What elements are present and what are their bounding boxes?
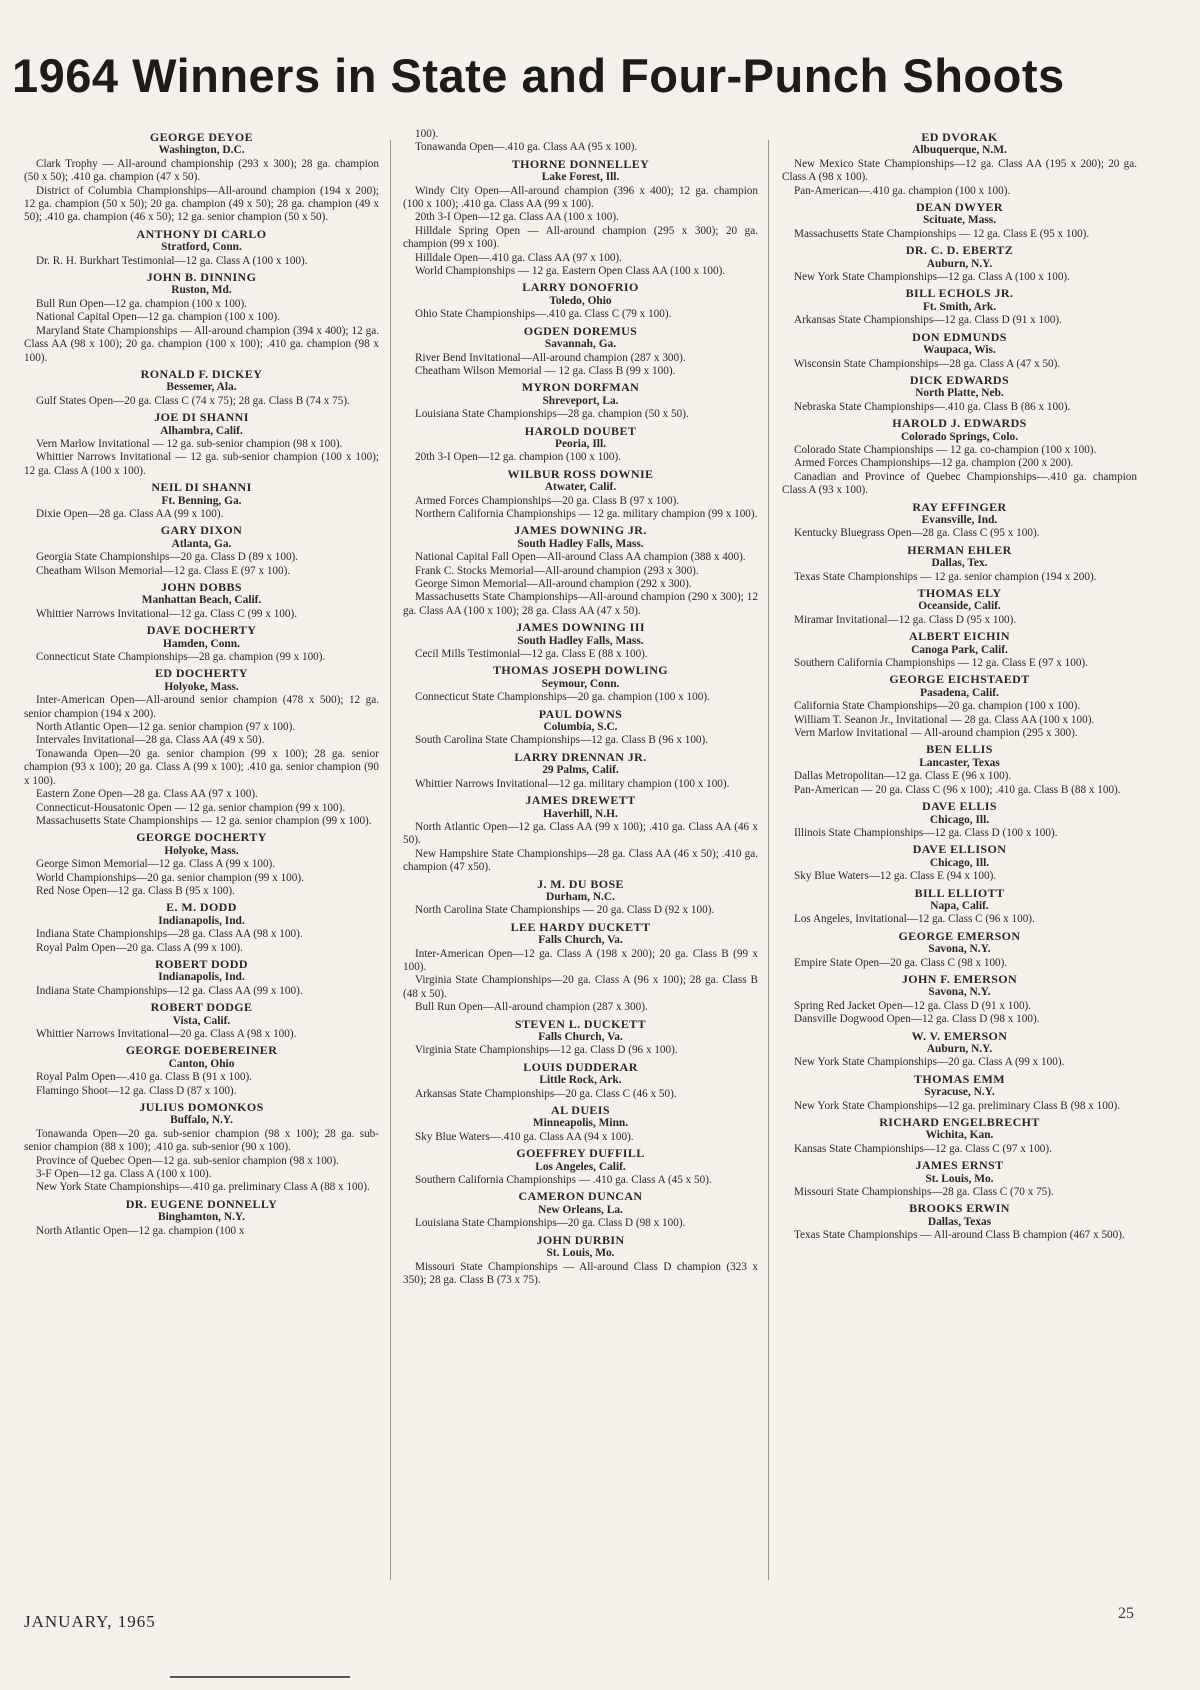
winner-hometown: Indianapolis, Ind.: [158, 914, 245, 927]
winner-entry: [24, 624, 379, 664]
event-result: North Carolina State Championships — 20 ga. Class D (92 x 100).: [415, 904, 715, 917]
winner-name: GARY DIXON: [160, 523, 243, 538]
event-result: Louisiana State Championships—20 ga. Class D (98 x 100).: [415, 1217, 686, 1230]
event-result: National Capital Open—12 ga. champion (100 x 100).: [36, 311, 280, 324]
winner-hometown: Dallas, Texas: [927, 1215, 992, 1228]
winner-name: GOEFFREY DUFFILL: [516, 1146, 645, 1161]
winner-name: DICK EDWARDS: [909, 372, 1010, 387]
event-result: River Bend Invitational—All-around champion (287 x 300).: [415, 351, 686, 364]
winner-name: BILL ECHOLS JR.: [905, 286, 1014, 301]
event-result: Cecil Mills Testimonial—12 ga. Class E (88 x 100).: [415, 648, 648, 661]
event-result: Indiana State Championships—28 ga. Class AA (98 x 100).: [36, 928, 303, 941]
winner-name: PAUL DOWNS: [538, 706, 623, 721]
event-result: Wisconsin State Championships—28 ga. Class A (47 x 50).: [794, 357, 1061, 370]
winner-entry: [782, 287, 1137, 327]
winner-entry: [403, 468, 758, 522]
winner-hometown: Holyoke, Mass.: [164, 680, 239, 693]
winner-name: E. M. DODD: [166, 900, 237, 915]
event-result: Red Nose Open—12 ga. Class B (95 x 100).: [36, 884, 235, 897]
event-result: Bull Run Open—12 ga. champion (100 x 100).: [36, 297, 247, 310]
winner-entry: [403, 381, 758, 421]
winner-hometown: Atwater, Calif.: [544, 481, 617, 494]
event-result: Inter-American Open—All-around senior champion (478 x 500); 12 ga. senior champion (194 x 200).: [24, 694, 379, 720]
winner-name: JAMES DOWNING JR.: [514, 523, 647, 538]
event-result: 20th 3-I Open—12 ga. Class AA (100 x 100).: [415, 211, 619, 224]
event-result: Sky Blue Waters—12 ga. Class E (94 x 100).: [794, 870, 997, 883]
event-result: Pan-American — 20 ga. Class C (96 x 100); .410 ga. Class B (88 x 100).: [794, 783, 1121, 796]
winner-entry: [782, 201, 1137, 241]
event-result: South Carolina State Championships—12 ga. Class B (96 x 100).: [415, 734, 709, 747]
event-result: Massachusetts State Championships — 12 ga. senior champion (99 x 100).: [36, 814, 372, 827]
winner-hometown: Ft. Smith, Ark.: [922, 300, 997, 313]
column-3: [782, 128, 1137, 1246]
winner-hometown: South Hadley Falls, Mass.: [517, 634, 644, 647]
winner-entry: [782, 630, 1137, 670]
winner-entry: [24, 228, 379, 268]
event-result: New Mexico State Championships—12 ga. Class AA (195 x 200); 20 ga. Class A (98 x 100).: [782, 157, 1137, 184]
winner-name: DAVE ELLISON: [912, 842, 1007, 857]
event-result: 3-F Open—12 ga. Class A (100 x 100).: [36, 1168, 212, 1181]
footer-rule: [170, 1676, 350, 1678]
winner-entry: [782, 800, 1137, 840]
event-result: Vern Marlow Invitational — All-around champion (295 x 300).: [794, 727, 1078, 740]
winner-name: THOMAS JOSEPH DOWLING: [492, 663, 669, 678]
event-result: Whittier Narrows Invitational—12 ga. military champion (100 x 100).: [415, 777, 730, 790]
winner-hometown: Dallas, Tex.: [931, 557, 988, 570]
event-result: Vern Marlow Invitational — 12 ga. sub-senior champion (98 x 100).: [36, 437, 343, 450]
winner-name: LARRY DRENNAN JR.: [514, 749, 647, 764]
winner-hometown: Hamden, Conn.: [163, 637, 240, 650]
winner-entry: [403, 1061, 758, 1101]
winner-hometown: Chicago, Ill.: [929, 856, 990, 869]
winner-entry: [24, 1198, 379, 1238]
event-result: Hilldale Open—.410 ga. Class AA (97 x 100).: [415, 251, 622, 264]
winner-hometown: Canton, Ohio: [168, 1057, 235, 1070]
winner-name: JOHN DURBIN: [536, 1232, 625, 1247]
winner-entry: [403, 128, 758, 155]
event-result: Eastern Zone Open—28 ga. Class AA (97 x 100).: [36, 788, 258, 801]
winner-hometown: Toledo, Ohio: [549, 294, 612, 307]
event-result: Clark Trophy — All-around championship (293 x 300); 28 ga. champion (50 x 50); .410 ga. champion (47 x 50).: [24, 157, 379, 184]
winner-hometown: Pasadena, Calif.: [920, 686, 999, 699]
event-result: New York State Championships—20 ga. Class A (99 x 100).: [794, 1056, 1065, 1069]
winner-name: RAY EFFINGER: [912, 499, 1007, 514]
winner-entry: [403, 664, 758, 704]
winner-name: JAMES DOWNING III: [516, 620, 645, 635]
event-result: Massachusetts State Championships—All-around champion (290 x 300); 12 ga. Class AA (100 x 100); 28 ga. Class AA (47 x 50).: [403, 591, 758, 617]
winner-name: ROBERT DODD: [155, 956, 248, 971]
winner-entry: [403, 1018, 758, 1058]
event-result: Spring Red Jacket Open—12 ga. Class D (91 x 100).: [794, 999, 1032, 1012]
winner-hometown: Lancaster, Texas: [919, 756, 1000, 769]
winner-hometown: Wichita, Kan.: [925, 1129, 994, 1142]
winner-name: JOHN F. EMERSON: [901, 971, 1018, 986]
winner-entry: [24, 271, 379, 365]
winner-entry: [782, 1116, 1137, 1156]
winner-entry: [403, 794, 758, 874]
event-result: North Atlantic Open—12 ga. senior champion (97 x 100).: [36, 721, 296, 734]
winner-entry: [24, 667, 379, 828]
winner-hometown: Oceanside, Calif.: [918, 600, 1001, 613]
winner-name: HAROLD J. EDWARDS: [892, 416, 1027, 431]
winner-hometown: Savannah, Ga.: [544, 338, 617, 351]
winner-hometown: Indianapolis, Ind.: [158, 971, 245, 984]
page-title: 1964 Winners in State and Four-Punch Shoots: [12, 49, 1065, 102]
winner-entry: [782, 843, 1137, 883]
winner-hometown: Shreveport, La.: [542, 394, 619, 407]
winner-entry: [403, 281, 758, 321]
winner-entry: [24, 411, 379, 478]
winner-name: CAMERON DUNCAN: [518, 1189, 643, 1204]
event-result: North Atlantic Open—12 ga. champion (100 x: [36, 1224, 245, 1237]
event-result: Intervales Invitational—28 ga. Class AA (49 x 50).: [36, 734, 265, 747]
winner-entry: [403, 1147, 758, 1187]
winner-entry: [403, 1234, 758, 1288]
winner-hometown: Evansville, Ind.: [921, 513, 998, 526]
winner-hometown: Minneapolis, Minn.: [532, 1117, 629, 1130]
event-result: District of Columbia Championships—All-around champion (194 x 200); 12 ga. champion (50 x 50); 20 ga. champion (49 x 50); 28 ga. champion (49 x 50); .410 ga. champion (46 x 50); 12 ga. senior champion (50 x 50).: [24, 184, 379, 224]
event-result: George Simon Memorial—12 ga. Class A (99 x 100).: [36, 858, 276, 871]
event-result: Empire State Open—20 ga. Class C (98 x 100).: [794, 956, 1008, 969]
winner-hometown: Chicago, Ill.: [929, 813, 990, 826]
event-result: Canadian and Province of Quebec Championships—.410 ga. champion Class A (93 x 100).: [782, 470, 1137, 497]
winner-name: GEORGE DOCHERTY: [136, 830, 267, 845]
winner-name: JAMES ERNST: [915, 1158, 1004, 1173]
event-result: New Hampshire State Championships—28 ga. Class AA (46 x 50); .410 ga. champion (47 x50).: [403, 847, 758, 874]
winner-name: DON EDMUNDS: [912, 329, 1007, 344]
winner-entry: [24, 901, 379, 955]
issue-date: JANUARY, 1965: [24, 1612, 156, 1631]
winner-name: OGDEN DOREMUS: [523, 323, 638, 338]
winner-hometown: St. Louis, Mo.: [925, 1172, 994, 1185]
winner-name: GEORGE DEYOE: [149, 130, 254, 144]
event-result: Gulf States Open—20 ga. Class C (74 x 75); 28 ga. Class B (74 x 75).: [36, 394, 350, 407]
winner-name: RICHARD ENGELBRECHT: [879, 1115, 1040, 1130]
winner-name: ALBERT EICHIN: [909, 629, 1010, 644]
event-result: Dallas Metropolitan—12 ga. Class E (96 x 100).: [794, 770, 1012, 783]
winner-hometown: Buffalo, N.Y.: [170, 1114, 233, 1127]
winner-hometown: Scituate, Mass.: [922, 214, 997, 227]
event-result: Arkansas State Championships—12 ga. Class D (91 x 100).: [794, 314, 1062, 327]
winner-entry: [782, 131, 1137, 198]
winner-hometown: Haverhill, N.H.: [543, 807, 618, 820]
winner-name: THOMAS ELY: [917, 586, 1002, 600]
winner-hometown: Falls Church, Va.: [538, 934, 623, 947]
event-result: Miramar Invitational—12 ga. Class D (95 x 100).: [794, 613, 1017, 626]
winner-hometown: Lake Forest, Ill.: [541, 171, 620, 184]
winner-name: W. V. EMERSON: [911, 1028, 1008, 1043]
event-result: Inter-American Open—12 ga. Class A (198 x 200); 20 ga. Class B (99 x 100).: [403, 947, 758, 973]
winner-name: GEORGE DOEBEREINER: [125, 1043, 278, 1058]
winner-hometown: Canoga Park, Calif.: [911, 643, 1008, 656]
event-result: Illinois State Championships—12 ga. Class D (100 x 100).: [794, 826, 1058, 839]
event-result: George Simon Memorial—All-around champion (292 x 300).: [415, 578, 692, 590]
winner-hometown: Atlanta, Ga.: [171, 537, 232, 550]
event-result: Royal Palm Open—.410 ga. Class B (91 x 100).: [36, 1071, 252, 1084]
winner-hometown: Bessemer, Ala.: [166, 381, 237, 394]
winner-hometown: Napa, Calif.: [930, 899, 989, 912]
winner-name: WILBUR ROSS DOWNIE: [507, 466, 654, 481]
winner-entry: [403, 1190, 758, 1230]
winner-name: HAROLD DOUBET: [524, 423, 637, 438]
event-result: 20th 3-I Open—12 ga. champion (100 x 100).: [415, 451, 621, 464]
event-result: California State Championships—20 ga. champion (100 x 100).: [794, 700, 1081, 713]
winner-entry: [403, 621, 758, 661]
winner-entry: [403, 878, 758, 918]
winner-entry: [782, 587, 1137, 627]
winner-entry: [403, 751, 758, 791]
event-result: Sky Blue Waters—.410 ga. Class AA (94 x 100).: [415, 1130, 634, 1143]
event-result: National Capital Fall Open—All-around Class AA champion (388 x 400).: [415, 551, 746, 564]
event-result: Arkansas State Championships—20 ga. Class C (46 x 50).: [415, 1087, 677, 1100]
event-result: Virginia State Championships—12 ga. Class D (96 x 100).: [415, 1044, 678, 1057]
winner-hometown: Ruston, Md.: [171, 284, 232, 297]
winner-hometown: Syracuse, N.Y.: [924, 1086, 995, 1099]
event-result: Whittier Narrows Invitational—20 ga. Class A (98 x 100).: [36, 1028, 297, 1040]
event-result: Whittier Narrows Invitational — 12 ga. sub-senior champion (100 x 100); 12 ga. Class A (100 x 100).: [24, 451, 379, 477]
winner-entry: [782, 673, 1137, 740]
column-2: [403, 128, 758, 1290]
event-result: World Championships—20 ga. senior champion (99 x 100).: [36, 871, 304, 884]
winner-entry: [782, 501, 1137, 541]
winner-name: LOUIS DUDDERAR: [523, 1059, 638, 1074]
winner-name: JOHN DOBBS: [160, 580, 242, 594]
winner-entry: [24, 131, 379, 225]
winner-hometown: Binghamton, N.Y.: [158, 1211, 245, 1224]
winner-entry: [782, 930, 1137, 970]
event-result: Cheatham Wilson Memorial — 12 ga. Class B (99 x 100).: [415, 364, 676, 377]
winner-entry: [24, 831, 379, 898]
event-result: Frank C. Stocks Memorial—All-around champion (293 x 300).: [415, 564, 699, 577]
winner-entry: [24, 1101, 379, 1195]
winner-name: HERMAN EHLER: [907, 542, 1012, 557]
winner-hometown: North Platte, Neb.: [915, 387, 1004, 400]
winner-entry: [782, 1073, 1137, 1113]
winner-hometown: Auburn, N.Y.: [926, 257, 993, 270]
winner-hometown: Columbia, S.C.: [543, 721, 618, 734]
event-result: New York State Championships—12 ga. Class A (100 x 100).: [794, 271, 1070, 284]
event-result: Georgia State Championships—20 ga. Class D (89 x 100).: [36, 551, 299, 564]
winner-name: LEE HARDY DUCKETT: [510, 919, 651, 934]
winner-entry: [403, 1104, 758, 1144]
winner-name: ED DOCHERTY: [155, 666, 248, 681]
winner-hometown: Ft. Benning, Ga.: [161, 494, 242, 507]
winner-entry: [782, 331, 1137, 371]
winner-hometown: Los Angeles, Calif.: [535, 1160, 626, 1173]
winner-hometown: Little Rock, Ark.: [539, 1074, 622, 1087]
event-result: Cheatham Wilson Memorial—12 ga. Class E (97 x 100).: [36, 564, 291, 577]
winner-entry: [403, 425, 758, 465]
column-divider: [768, 140, 769, 1580]
event-result: Texas State Championships — All-around Class B champion (467 x 500).: [794, 1229, 1125, 1242]
event-result: Dr. R. H. Burkhart Testimonial—12 ga. Class A (100 x 100).: [36, 254, 308, 267]
winner-name: GEORGE EICHSTAEDT: [889, 672, 1030, 687]
event-result: 100).: [415, 128, 439, 140]
winner-hometown: Manhattan Beach, Calif.: [141, 594, 262, 607]
winner-entry: [782, 417, 1137, 497]
winner-hometown: Holyoke, Mass.: [164, 844, 239, 857]
event-result: Colorado State Championships — 12 ga. co-champion (100 x 100).: [794, 443, 1097, 456]
event-result: Kansas State Championships—12 ga. Class C (97 x 100).: [794, 1142, 1052, 1155]
winner-name: BILL ELLIOTT: [914, 885, 1005, 900]
winner-name: JOE DI SHANNI: [154, 410, 249, 425]
winner-entry: [24, 524, 379, 578]
winner-entry: [24, 481, 379, 521]
winner-entry: [782, 544, 1137, 584]
winner-name: AL DUEIS: [551, 1103, 610, 1118]
winner-name: DAVE ELLIS: [922, 799, 997, 814]
event-result: Southern California Championships — 12 ga. Class E (97 x 100).: [794, 657, 1088, 670]
event-result: William T. Seanon Jr., Invitational — 28 ga. Class AA (100 x 100).: [794, 713, 1095, 726]
event-result: Louisiana State Championships—28 ga. champion (50 x 50).: [415, 408, 689, 421]
winner-hometown: Auburn, N.Y.: [926, 1043, 993, 1055]
winner-hometown: Savona, N.Y.: [928, 986, 991, 999]
event-result: Los Angeles, Invitational—12 ga. Class C (96 x 100).: [794, 913, 1035, 926]
winner-hometown: Albuquerque, N.M.: [912, 144, 1007, 157]
winner-entry: [782, 973, 1137, 1027]
event-result: Tonawanda Open—.410 ga. Class AA (95 x 100).: [415, 141, 638, 154]
column-divider: [390, 140, 391, 1580]
winner-entry: [403, 921, 758, 1015]
event-result: Flamingo Shoot—12 ga. Class D (87 x 100).: [36, 1084, 237, 1097]
winner-name: DR. EUGENE DONNELLY: [125, 1196, 278, 1211]
winner-hometown: St. Louis, Mo.: [546, 1247, 615, 1260]
event-result: Tonawanda Open—20 ga. senior champion (99 x 100); 28 ga. senior champion (93 x 100); 20 ga. Class A (99 x 100); .410 ga. senior champion (90 x 100).: [24, 747, 379, 787]
winner-entry: [403, 708, 758, 748]
winner-hometown: Alhambra, Calif.: [160, 424, 243, 437]
winner-name: ANTHONY DI CARLO: [136, 226, 267, 241]
winner-hometown: Seymour, Conn.: [541, 677, 620, 690]
winner-entry: [782, 244, 1137, 284]
winner-entry: [782, 1202, 1137, 1242]
event-result: Northern California Championships — 12 ga. military champion (99 x 100).: [415, 507, 758, 520]
event-result: Province of Quebec Open—12 ga. sub-senior champion (98 x 100).: [36, 1154, 339, 1167]
winner-entry: [24, 368, 379, 408]
winner-entry: [782, 887, 1137, 927]
event-result: New York State Championships—12 ga. preliminary Class B (98 x 100).: [794, 1099, 1120, 1112]
event-result: Southern California Championships — .410 ga. Class A (45 x 50).: [415, 1174, 712, 1187]
winner-entry: [24, 581, 379, 621]
event-result: Connecticut State Championships—28 ga. champion (99 x 100).: [36, 651, 326, 664]
winner-hometown: Washington, D.C.: [158, 144, 245, 157]
winner-entry: [403, 524, 758, 618]
event-result: Armed Forces Championships—12 ga. champion (200 x 200).: [794, 457, 1074, 470]
winner-entry: [782, 743, 1137, 797]
winner-entry: [782, 1030, 1137, 1070]
event-result: Windy City Open—All-around champion (396 x 400); 12 ga. champion (100 x 100); .410 ga. Class AA (99 x 100).: [403, 184, 758, 211]
event-result: Pan-American—.410 ga. champion (100 x 100).: [794, 184, 1011, 197]
event-result: Missouri State Championships—28 ga. Class C (70 x 75).: [794, 1186, 1054, 1199]
event-result: Ohio State Championships—.410 ga. Class C (79 x 100).: [415, 308, 672, 321]
winner-entry: [24, 958, 379, 998]
event-result: Dansville Dogwood Open—12 ga. Class D (98 x 100).: [794, 1013, 1040, 1026]
winner-entry: [403, 158, 758, 279]
winner-name: LARRY DONOFRIO: [522, 280, 639, 295]
winner-hometown: New Orleans, La.: [538, 1203, 623, 1216]
winner-name: BROOKS ERWIN: [909, 1201, 1010, 1216]
event-result: Kentucky Bluegrass Open—28 ga. Class C (95 x 100).: [794, 527, 1040, 540]
event-result: Bull Run Open—All-around champion (287 x 300).: [415, 1001, 648, 1014]
winner-name: JOHN B. DINNING: [146, 270, 257, 285]
winner-entry: [403, 325, 758, 379]
winner-hometown: Falls Church, Va.: [538, 1031, 623, 1043]
winner-name: THOMAS EMM: [914, 1071, 1005, 1086]
event-result: Royal Palm Open—20 ga. Class A (99 x 100).: [36, 941, 243, 954]
winner-hometown: Colorado Springs, Colo.: [900, 430, 1019, 443]
winner-hometown: Savona, N.Y.: [928, 943, 991, 956]
winner-hometown: Stratford, Conn.: [161, 241, 242, 254]
event-result: North Atlantic Open—12 ga. Class AA (99 x 100); .410 ga. Class AA (46 x 50).: [403, 820, 758, 847]
column-1: [24, 128, 379, 1241]
winner-name: ED DVORAK: [921, 130, 998, 144]
event-result: Whittier Narrows Invitational—12 ga. Class C (99 x 100).: [36, 607, 297, 620]
winner-hometown: Peoria, Ill.: [555, 437, 606, 450]
winner-name: BEN ELLIS: [926, 742, 993, 757]
winner-name: GEORGE EMERSON: [898, 928, 1021, 943]
winner-name: DR. C. D. EBERTZ: [905, 243, 1014, 258]
page-number: 25: [1118, 1605, 1134, 1622]
winner-name: NEIL DI SHANNI: [151, 480, 252, 495]
event-result: Tonawanda Open—20 ga. sub-senior champion (98 x 100); 28 ga. sub-senior champion (88 x 100); .410 ga. sub-senior (90 x 100).: [24, 1127, 379, 1154]
winner-name: MYRON DORFMAN: [521, 380, 640, 395]
winner-name: JULIUS DOMONKOS: [139, 1100, 264, 1115]
winner-name: JAMES DREWETT: [525, 793, 636, 808]
event-result: Indiana State Championships—12 ga. Class AA (99 x 100).: [36, 984, 303, 997]
winner-entry: [782, 1159, 1137, 1199]
event-result: Connecticut State Championships—20 ga. champion (100 x 100).: [415, 691, 710, 704]
event-result: Missouri State Championships — All-around Class D champion (323 x 350); 28 ga. Class B (73 x 75).: [403, 1260, 758, 1286]
event-result: Texas State Championships — 12 ga. senior champion (194 x 200).: [794, 570, 1097, 583]
winner-entry: [24, 1001, 379, 1041]
event-result: Virginia State Championships—20 ga. Class A (96 x 100); 28 ga. Class B (48 x 50).: [403, 974, 758, 1000]
winner-name: STEVEN L. DUCKETT: [514, 1016, 647, 1031]
winner-name: DEAN DWYER: [915, 200, 1003, 215]
winner-name: DAVE DOCHERTY: [146, 623, 257, 638]
winner-name: ROBERT DODGE: [150, 1000, 253, 1015]
winner-name: RONALD F. DICKEY: [140, 366, 263, 381]
winner-name: THORNE DONNELLEY: [511, 156, 650, 171]
event-result: New York State Championships—.410 ga. preliminary Class A (88 x 100).: [36, 1181, 370, 1194]
event-result: Connecticut-Housatonic Open — 12 ga. senior champion (99 x 100).: [36, 801, 346, 814]
winner-hometown: 29 Palms, Calif.: [542, 764, 619, 777]
winner-hometown: Vista, Calif.: [172, 1014, 231, 1027]
event-result: Maryland State Championships — All-around champion (394 x 400); 12 ga. Class AA (98 x 100); 20 ga. champion (100 x 100); .410 ga. champion (98 x 100).: [24, 324, 379, 364]
event-result: World Championships — 12 ga. Eastern Open Class AA (100 x 100).: [415, 265, 726, 278]
event-result: Dixie Open—28 ga. Class AA (99 x 100).: [36, 507, 224, 520]
winner-name: J. M. DU BOSE: [537, 876, 624, 891]
winner-entry: [24, 1044, 379, 1098]
event-result: Massachusetts State Championships — 12 ga. Class E (95 x 100).: [794, 227, 1090, 240]
winner-hometown: Durham, N.C.: [546, 890, 615, 903]
event-result: Hilldale Spring Open — All-around champion (295 x 300); 20 ga. champion (99 x 100).: [403, 224, 758, 251]
winner-hometown: Waupaca, Wis.: [923, 344, 996, 357]
event-result: Nebraska State Championships—.410 ga. Class B (86 x 100).: [794, 400, 1071, 413]
event-result: Armed Forces Championships—20 ga. Class B (97 x 100).: [415, 494, 680, 507]
winner-entry: [782, 374, 1137, 414]
winner-hometown: South Hadley Falls, Mass.: [517, 537, 644, 550]
